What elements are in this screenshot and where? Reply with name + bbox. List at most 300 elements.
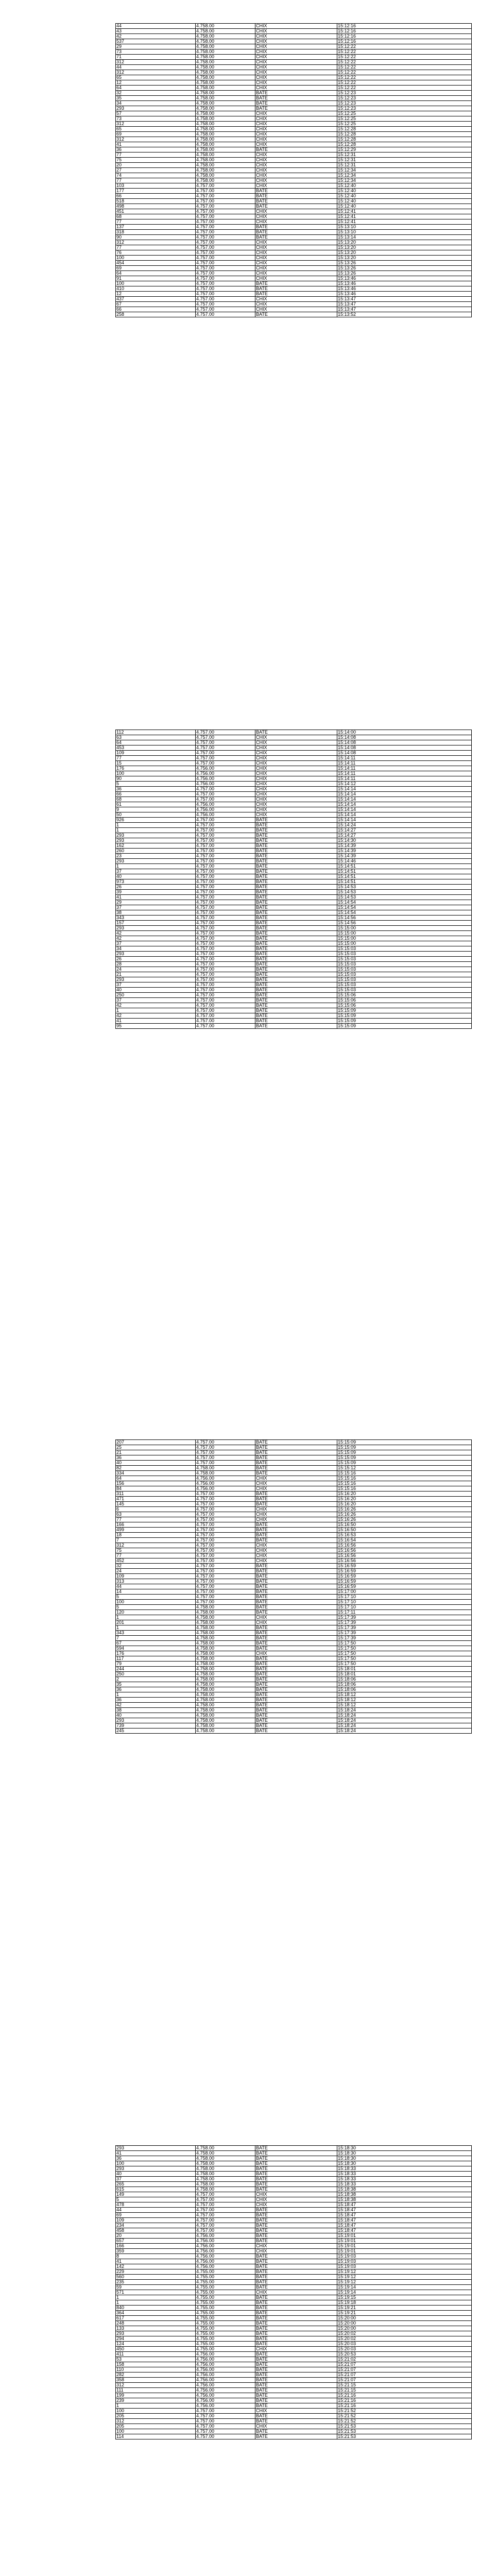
time-cell: 15:12:25 — [337, 122, 472, 127]
table-row — [116, 2311, 472, 2316]
quantity-cell: 77 — [116, 1517, 196, 1522]
table-row — [116, 1584, 472, 1589]
table-row — [116, 152, 472, 158]
quantity-cell: 260 — [116, 849, 196, 854]
time-cell: 15:12:22 — [337, 44, 472, 49]
price-cell: 4.758.00 — [196, 1728, 255, 1734]
time-cell: 15:12:22 — [337, 55, 472, 60]
price-cell: 4.758.00 — [196, 1718, 255, 1723]
time-cell: 15:15:00 — [337, 941, 472, 946]
price-cell: 4.755.00 — [196, 2342, 255, 2347]
price-cell: 4.757.00 — [196, 916, 255, 921]
price-cell: 4.755.00 — [196, 2331, 255, 2336]
venue-cell: BATE — [255, 1564, 337, 1569]
venue-cell: BATE — [255, 1698, 337, 1703]
venue-cell: CHIX — [255, 787, 337, 792]
table-row — [116, 967, 472, 972]
price-cell: 4.757.00 — [196, 2202, 255, 2208]
price-cell: 4.757.00 — [196, 787, 255, 792]
venue-cell: BATE — [255, 2388, 337, 2393]
time-cell: 15:20:03 — [337, 2342, 472, 2347]
time-cell: 15:19:01 — [337, 2244, 472, 2249]
price-cell: 4.758.00 — [196, 1610, 255, 1615]
venue-cell: BATE — [255, 1625, 337, 1631]
venue-cell: CHIX — [255, 266, 337, 271]
venue-cell: BATE — [255, 1728, 337, 1734]
venue-cell: BATE — [255, 1687, 337, 1692]
time-cell: 15:17:00 — [337, 1589, 472, 1595]
time-cell: 15:14:14 — [337, 812, 472, 818]
venue-cell: CHIX — [255, 132, 337, 137]
table-row — [116, 1646, 472, 1651]
quantity-cell: 40 — [116, 988, 196, 993]
venue-cell: CHIX — [255, 812, 337, 818]
quantity-cell: 59 — [116, 2285, 196, 2290]
table-row — [116, 256, 472, 261]
venue-cell: BATE — [255, 1656, 337, 1662]
venue-cell: BATE — [255, 2259, 337, 2264]
time-cell: 15:21:15 — [337, 2388, 472, 2393]
price-cell: 4.756.00 — [196, 802, 255, 807]
price-cell: 4.755.00 — [196, 2347, 255, 2352]
time-cell: 15:19:21 — [337, 2306, 472, 2311]
table-row — [116, 2228, 472, 2233]
quantity-cell: 117 — [116, 1656, 196, 1662]
price-cell: 4.757.00 — [196, 276, 255, 281]
trades-table-body — [116, 2146, 472, 2439]
table-row — [116, 1682, 472, 1687]
quantity-cell: 110 — [116, 2367, 196, 2372]
table-row — [116, 194, 472, 199]
quantity-cell: 25 — [116, 1445, 196, 1450]
time-cell: 15:15:16 — [337, 1481, 472, 1486]
price-cell: 4.757.00 — [196, 962, 255, 967]
time-cell: 15:16:56 — [337, 1553, 472, 1558]
time-cell: 15:21:07 — [337, 2378, 472, 2383]
venue-cell: BATE — [255, 967, 337, 972]
time-cell: 15:18:38 — [337, 2187, 472, 2192]
price-cell: 4.757.00 — [196, 1512, 255, 1517]
table-row — [116, 1662, 472, 1667]
quantity-cell: 63 — [116, 1512, 196, 1517]
quantity-cell: 282 — [116, 2372, 196, 2378]
price-cell: 4.757.00 — [196, 1569, 255, 1574]
table-row — [116, 838, 472, 843]
venue-cell: BATE — [255, 2182, 337, 2187]
quantity-cell: 312 — [116, 2383, 196, 2388]
table-row — [116, 2192, 472, 2197]
venue-cell: BATE — [255, 998, 337, 1003]
price-cell: 4.757.00 — [196, 250, 255, 256]
venue-cell: BATE — [255, 1677, 337, 1682]
time-cell: 15:13:46 — [337, 281, 472, 286]
time-cell: 15:21:07 — [337, 2362, 472, 2367]
quantity-cell: 36 — [116, 1455, 196, 1461]
venue-cell: BATE — [255, 1662, 337, 1667]
quantity-cell: 1 — [116, 864, 196, 869]
time-cell: 15:19:18 — [337, 2300, 472, 2306]
time-cell: 15:17:10 — [337, 1595, 472, 1600]
price-cell: 4.757.00 — [196, 931, 255, 936]
price-cell: 4.757.00 — [196, 730, 255, 735]
price-cell: 4.757.00 — [196, 921, 255, 926]
table-row — [116, 885, 472, 890]
table-row — [116, 761, 472, 766]
time-cell: 15:14:14 — [337, 797, 472, 802]
table-row — [116, 122, 472, 127]
venue-cell: BATE — [255, 926, 337, 931]
price-cell: 4.757.00 — [196, 1589, 255, 1595]
quantity-cell: 617 — [116, 2316, 196, 2321]
time-cell: 15:17:39 — [337, 1631, 472, 1636]
trades-table-1 — [115, 23, 472, 317]
venue-cell: CHIX — [255, 307, 337, 312]
table-row — [116, 2208, 472, 2213]
quantity-cell: 69 — [116, 2213, 196, 2218]
venue-cell: BATE — [255, 859, 337, 864]
venue-cell: CHIX — [255, 740, 337, 745]
price-cell: 4.757.00 — [196, 245, 255, 250]
time-cell: 15:21:52 — [337, 2409, 472, 2414]
time-cell: 15:12:28 — [337, 142, 472, 147]
venue-cell: BATE — [255, 910, 337, 916]
venue-cell: CHIX — [255, 2424, 337, 2429]
quantity-cell: 65 — [116, 75, 196, 80]
time-cell: 15:20:53 — [337, 2352, 472, 2357]
quantity-cell: 32 — [116, 91, 196, 96]
table-row — [116, 812, 472, 818]
table-row — [116, 828, 472, 833]
quantity-cell: 66 — [116, 194, 196, 199]
quantity-cell: 68 — [116, 797, 196, 802]
time-cell: 15:12:22 — [337, 80, 472, 86]
venue-cell: BATE — [255, 1492, 337, 1497]
time-cell: 15:16:54 — [337, 1538, 472, 1543]
quantity-cell: 114 — [116, 2434, 196, 2439]
venue-cell: BATE — [255, 1461, 337, 1466]
venue-cell: BATE — [255, 1528, 337, 1533]
quantity-cell: 293 — [116, 106, 196, 111]
quantity-cell: 73 — [116, 116, 196, 122]
table-row — [116, 1486, 472, 1492]
venue-cell: CHIX — [255, 1486, 337, 1492]
table-row — [116, 1723, 472, 1728]
time-cell: 15:18:30 — [337, 2156, 472, 2161]
venue-cell: BATE — [255, 1466, 337, 1471]
price-cell: 4.755.00 — [196, 2311, 255, 2316]
table-row — [116, 297, 472, 302]
venue-cell: BATE — [255, 818, 337, 823]
time-cell: 15:18:24 — [337, 1723, 472, 1728]
venue-cell: BATE — [255, 823, 337, 828]
time-cell: 15:14:51 — [337, 864, 472, 869]
table-row — [116, 1718, 472, 1723]
price-cell: 4.757.00 — [196, 189, 255, 194]
price-cell: 4.758.00 — [196, 2146, 255, 2151]
time-cell: 15:12:28 — [337, 127, 472, 132]
quantity-cell: 37 — [116, 905, 196, 910]
venue-cell: CHIX — [255, 1481, 337, 1486]
quantity-cell: 594 — [116, 1646, 196, 1651]
quantity-cell: 166 — [116, 2244, 196, 2249]
venue-cell: BATE — [255, 890, 337, 895]
quantity-cell: 471 — [116, 1497, 196, 1502]
quantity-cell: 149 — [116, 2192, 196, 2197]
venue-cell: BATE — [255, 1008, 337, 1013]
time-cell: 15:13:46 — [337, 276, 472, 281]
table-row — [116, 988, 472, 993]
quantity-cell: 499 — [116, 1528, 196, 1533]
quantity-cell: 73 — [116, 49, 196, 55]
quantity-cell: 312 — [116, 122, 196, 127]
price-cell: 4.758.00 — [196, 24, 255, 29]
quantity-cell: 343 — [116, 916, 196, 921]
time-cell: 15:14:08 — [337, 751, 472, 756]
price-cell: 4.758.00 — [196, 1631, 255, 1636]
price-cell: 4.756.00 — [196, 1486, 255, 1492]
quantity-cell: 26 — [116, 885, 196, 890]
quantity-cell: 100 — [116, 256, 196, 261]
venue-cell: BATE — [255, 1019, 337, 1024]
price-cell: 4.757.00 — [196, 1517, 255, 1522]
price-cell: 4.757.00 — [196, 271, 255, 276]
quantity-cell: 36 — [116, 2156, 196, 2161]
venue-cell: BATE — [255, 2403, 337, 2409]
venue-cell: CHIX — [255, 771, 337, 776]
price-cell: 4.758.00 — [196, 1667, 255, 1672]
price-cell: 4.756.00 — [196, 2357, 255, 2362]
price-cell: 4.755.00 — [196, 2295, 255, 2300]
table-row — [116, 1620, 472, 1625]
time-cell: 15:15:16 — [337, 1471, 472, 1476]
time-cell: 15:14:14 — [337, 807, 472, 812]
table-row — [116, 807, 472, 812]
time-cell: 15:12:34 — [337, 173, 472, 178]
price-cell: 4.756.00 — [196, 766, 255, 771]
table-row — [116, 2403, 472, 2409]
table-row — [116, 879, 472, 885]
time-cell: 15:13:26 — [337, 266, 472, 271]
table-row — [116, 2223, 472, 2228]
venue-cell: BATE — [255, 1538, 337, 1543]
time-cell: 15:13:20 — [337, 256, 472, 261]
price-cell: 4.757.00 — [196, 1450, 255, 1455]
price-cell: 4.755.00 — [196, 2336, 255, 2342]
table-row — [116, 245, 472, 250]
time-cell: 15:18:12 — [337, 1698, 472, 1703]
table-row — [116, 1574, 472, 1579]
time-cell: 15:20:00 — [337, 2321, 472, 2326]
quantity-cell: 293 — [116, 952, 196, 957]
table-row — [116, 843, 472, 849]
table-row — [116, 2326, 472, 2331]
time-cell: 15:19:03 — [337, 2254, 472, 2259]
table-row — [116, 86, 472, 91]
time-cell: 15:12:16 — [337, 39, 472, 44]
time-cell: 15:21:53 — [337, 2424, 472, 2429]
time-cell: 15:19:12 — [337, 2269, 472, 2275]
table-row — [116, 2331, 472, 2336]
price-cell: 4.758.00 — [196, 163, 255, 168]
venue-cell: CHIX — [255, 2202, 337, 2208]
table-row — [116, 926, 472, 931]
time-cell: 15:18:06 — [337, 1677, 472, 1682]
venue-cell: BATE — [255, 2321, 337, 2326]
price-cell: 4.758.00 — [196, 1682, 255, 1687]
table-row — [116, 2398, 472, 2403]
quantity-cell: 293 — [116, 833, 196, 838]
venue-cell: CHIX — [255, 111, 337, 116]
venue-cell: BATE — [255, 957, 337, 962]
venue-cell: CHIX — [255, 766, 337, 771]
time-cell: 15:12:40 — [337, 183, 472, 189]
quantity-cell: 37 — [116, 2177, 196, 2182]
quantity-cell: 265 — [116, 2182, 196, 2187]
venue-cell: BATE — [255, 1579, 337, 1584]
price-cell: 4.758.00 — [196, 2187, 255, 2192]
venue-cell: CHIX — [255, 65, 337, 70]
price-cell: 4.758.00 — [196, 1620, 255, 1625]
quantity-cell: 1 — [116, 828, 196, 833]
price-cell: 4.757.00 — [196, 854, 255, 859]
table-row — [116, 1492, 472, 1497]
venue-cell: CHIX — [255, 1543, 337, 1548]
table-row — [116, 1003, 472, 1008]
time-cell: 15:12:25 — [337, 111, 472, 116]
price-cell: 4.758.00 — [196, 122, 255, 127]
venue-cell: CHIX — [255, 127, 337, 132]
quantity-cell: 312 — [116, 2419, 196, 2424]
price-cell: 4.757.00 — [196, 2419, 255, 2424]
time-cell: 15:18:38 — [337, 2192, 472, 2197]
quantity-cell: 312 — [116, 1543, 196, 1548]
quantity-cell: 498 — [116, 204, 196, 209]
quantity-cell: 145 — [116, 1502, 196, 1507]
venue-cell: CHIX — [255, 776, 337, 782]
price-cell: 4.758.00 — [196, 101, 255, 106]
quantity-cell: 44 — [116, 65, 196, 70]
venue-cell: BATE — [255, 1013, 337, 1019]
time-cell: 15:12:25 — [337, 116, 472, 122]
quantity-cell: 293 — [116, 2331, 196, 2336]
time-cell: 15:21:15 — [337, 2383, 472, 2388]
time-cell: 15:12:22 — [337, 70, 472, 75]
quantity-cell: 40 — [116, 1713, 196, 1718]
table-row — [116, 178, 472, 183]
time-cell: 15:16:59 — [337, 1579, 472, 1584]
table-row — [116, 312, 472, 317]
price-cell: 4.757.00 — [196, 209, 255, 214]
price-cell: 4.758.00 — [196, 80, 255, 86]
table-row — [116, 2172, 472, 2177]
table-row — [116, 802, 472, 807]
price-cell: 4.755.00 — [196, 2269, 255, 2275]
time-cell: 15:17:39 — [337, 1625, 472, 1631]
venue-cell: BATE — [255, 235, 337, 240]
price-cell: 4.758.00 — [196, 142, 255, 147]
time-cell: 15:16:26 — [337, 1517, 472, 1522]
price-cell: 4.757.00 — [196, 1584, 255, 1589]
trades-table-body — [116, 24, 472, 317]
venue-cell: CHIX — [255, 60, 337, 65]
price-cell: 4.757.00 — [196, 266, 255, 271]
time-cell: 15:14:12 — [337, 782, 472, 787]
table-row — [116, 2347, 472, 2352]
table-row — [116, 292, 472, 297]
price-cell: 4.756.00 — [196, 771, 255, 776]
venue-cell: BATE — [255, 312, 337, 317]
venue-cell: BATE — [255, 2213, 337, 2218]
table-row — [116, 158, 472, 163]
table-row — [116, 1558, 472, 1564]
time-cell: 15:18:33 — [337, 2182, 472, 2187]
venue-cell: BATE — [255, 2419, 337, 2424]
time-cell: 15:15:03 — [337, 988, 472, 993]
quantity-cell: 157 — [116, 921, 196, 926]
venue-cell: BATE — [255, 1667, 337, 1672]
price-cell: 4.756.00 — [196, 2372, 255, 2378]
price-cell: 4.757.00 — [196, 957, 255, 962]
time-cell: 15:18:47 — [337, 2223, 472, 2228]
table-row — [116, 266, 472, 271]
quantity-cell: 166 — [116, 1522, 196, 1528]
venue-cell: BATE — [255, 982, 337, 988]
venue-cell: BATE — [255, 941, 337, 946]
quantity-cell: 24 — [116, 967, 196, 972]
venue-cell: BATE — [255, 936, 337, 941]
quantity-cell: 235 — [116, 2280, 196, 2285]
price-cell: 4.756.00 — [196, 812, 255, 818]
quantity-cell: 40 — [116, 874, 196, 879]
price-cell: 4.756.00 — [196, 2259, 255, 2264]
venue-cell: BATE — [255, 2269, 337, 2275]
table-row — [116, 214, 472, 219]
table-row — [116, 941, 472, 946]
price-cell: 4.758.00 — [196, 1466, 255, 1471]
price-cell: 4.756.00 — [196, 2388, 255, 2393]
quantity-cell: 258 — [116, 312, 196, 317]
table-row — [116, 1667, 472, 1672]
table-row — [116, 1692, 472, 1698]
time-cell: 15:15:03 — [337, 957, 472, 962]
time-cell: 15:19:01 — [337, 2239, 472, 2244]
table-row — [116, 1502, 472, 1507]
time-cell: 15:14:14 — [337, 792, 472, 797]
price-cell: 4.757.00 — [196, 895, 255, 900]
venue-cell: BATE — [255, 2331, 337, 2336]
quantity-cell: 100 — [116, 2161, 196, 2166]
venue-cell: BATE — [255, 2398, 337, 2403]
venue-cell: BATE — [255, 1024, 337, 1029]
quantity-cell: 37 — [116, 869, 196, 874]
venue-cell: CHIX — [255, 214, 337, 219]
price-cell: 4.757.00 — [196, 1003, 255, 1008]
price-cell: 4.758.00 — [196, 1698, 255, 1703]
venue-cell: BATE — [255, 838, 337, 843]
table-row — [116, 936, 472, 941]
quantity-cell: 40 — [116, 1461, 196, 1466]
table-row — [116, 833, 472, 838]
quantity-cell: 120 — [116, 1610, 196, 1615]
table-row — [116, 1507, 472, 1512]
price-cell: 4.756.00 — [196, 1476, 255, 1481]
quantity-cell: 77 — [116, 178, 196, 183]
venue-cell: BATE — [255, 864, 337, 869]
table-row — [116, 1625, 472, 1631]
price-cell: 4.756.00 — [196, 2362, 255, 2367]
price-cell: 4.758.00 — [196, 178, 255, 183]
price-cell: 4.756.00 — [196, 2403, 255, 2409]
